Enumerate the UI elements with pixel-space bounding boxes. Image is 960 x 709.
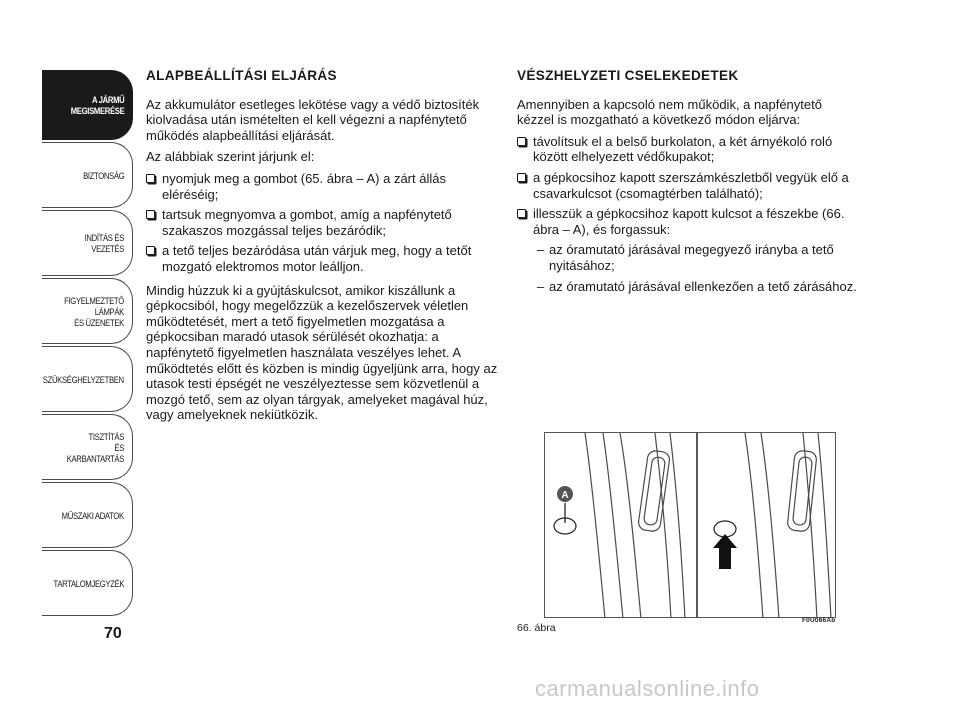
marker-a-label: A — [561, 490, 569, 501]
checkbox-bullet-icon — [517, 173, 526, 182]
list-item: tartsuk megnyomva a gombot, amíg a napfénytető szakaszos mozgással teljes bezáródik; — [146, 207, 502, 238]
tab-label: MŰSZAKI ADATOK — [61, 509, 124, 521]
tab-safety[interactable] — [42, 142, 133, 208]
reset-procedure-section — [146, 68, 502, 429]
tab-maintenance[interactable] — [42, 414, 133, 480]
tab-label: A JÁRMŰ MEGISMERÉSE — [70, 94, 124, 116]
section-heading: ALAPBEÁLLÍTÁSI ELJÁRÁS — [146, 68, 337, 83]
tab-vehicle-knowledge[interactable] — [42, 70, 133, 140]
list-item: nyomjuk meg a gombot (65. ábra – A) a zárt állás eléréséig; — [146, 171, 502, 202]
checkbox-bullet-icon — [517, 137, 526, 146]
figure-66 — [544, 432, 836, 618]
tab-label: BIZTONSÁG — [82, 169, 124, 181]
checkbox-bullet-icon — [146, 246, 155, 255]
up-arrow-icon — [713, 534, 737, 569]
list-item: illesszük a gépkocsihoz kapott kulcsot a fészekbe (66. ábra – A), és forgassuk: — [517, 206, 857, 237]
list-item: a tető teljes bezáródása után várjuk meg, hogy a tetőt mozgató elektromos motor leálljon. — [146, 243, 502, 274]
emergency-section — [517, 68, 857, 299]
tab-label: INDÍTÁS ÉS VEZETÉS — [84, 232, 124, 254]
tab-label: SZÜKSÉGHELYZETBEN — [42, 373, 124, 385]
intro-paragraph: Amennyiben a kapcsoló nem működik, a napfénytető kézzel is mozgatható a következő módon eljárva: — [517, 96, 822, 128]
figure-caption: 66. ábra — [517, 622, 556, 634]
steps-intro: Az alábbiak szerint járjunk el: — [146, 149, 315, 165]
warning-paragraph: Mindig húzzuk ki a gyújtáskulcsot, amikor kiszállunk a gépkocsiból, hogy megelőzzük a kezelőszervek véletlen működtetését, mert a tető figyelmetlen mozgatása a gépkocsiban maradó utasok sérülését okozhatja: a napfénytető figyelmetlen használata veszélyes lehet. A működtetés előtt és közben is mindig ügyeljünk arra, hogy az utasok testi épségét ne veszélyeztesse sem közvetlenül a mozgó tető, sem az olyan tárgyak, amelyeket magával húz, vagy amelyeknek nekiütközik. — [146, 282, 498, 423]
tab-index[interactable] — [42, 550, 133, 616]
checkbox-bullet-icon — [146, 174, 155, 183]
intro-paragraph: Az akkumulátor esetleges lekötése vagy a védő biztosíték kiolvadása után ismételten el kell végezni a napfénytető működés alapbeállítási eljárását. — [146, 96, 480, 143]
checkbox-bullet-icon — [146, 210, 155, 219]
list-item: távolítsuk el a belső burkolaton, a két árnyékoló roló között elhelyezett védőkupakot; — [517, 134, 857, 165]
watermark: carmanualsonline.info — [535, 676, 760, 701]
tab-emergency[interactable] — [42, 346, 133, 412]
tab-label: FIGYELMEZTETŐ LÁMPÁK ÉS ÜZENETEK — [64, 294, 124, 328]
chapter-tabs — [42, 70, 133, 618]
page-number: 70 — [104, 625, 122, 642]
tab-label: TARTALOMJEGYZÉK — [53, 577, 124, 589]
tab-warning-lights[interactable] — [42, 278, 133, 344]
tab-starting-driving[interactable] — [42, 210, 133, 276]
figure-code: F0U066Ab — [802, 617, 836, 624]
sub-list-item: – az óramutató járásával ellenkezően a tető zárásához. — [537, 278, 857, 294]
tab-technical-data[interactable] — [42, 482, 133, 548]
sunroof-illustration — [545, 433, 836, 618]
sub-list-item: – az óramutató járásával megegyező irányba a tető nyitásához; — [537, 242, 834, 273]
section-heading: VÉSZHELYZETI CSELEKEDETEK — [517, 68, 739, 83]
tab-label: TISZTÍTÁS ÉS KARBANTARTÁS — [66, 430, 124, 464]
list-item: a gépkocsihoz kapott szerszámkészletből vegyük elő a csavarkulcsot (csomagtérben található); — [517, 170, 857, 201]
checkbox-bullet-icon — [517, 209, 526, 218]
